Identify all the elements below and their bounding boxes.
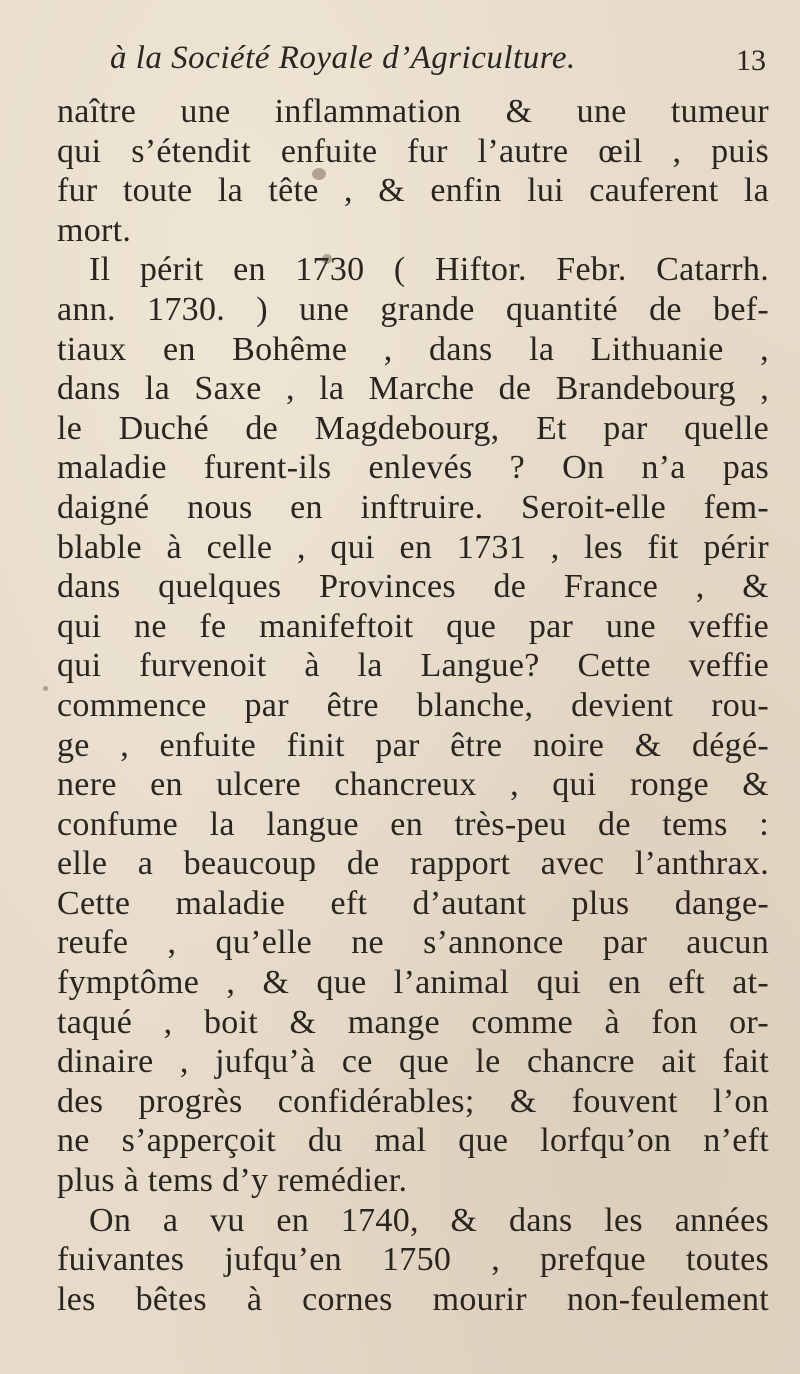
page-header xyxy=(0,40,800,88)
text-line: taqué , boit & mange comme à fon or- xyxy=(57,1003,769,1041)
text-line: naître une inflammation & une tumeur xyxy=(57,93,769,130)
text-line: blable à celle , qui en 1731 , les fit périr xyxy=(57,528,769,566)
paper-speck xyxy=(43,686,48,691)
text-line: ne s’apperçoit du mal que lorfqu’on n’eft xyxy=(57,1122,769,1160)
text-line: maladie furent-ils enlevés ? On n’a pas xyxy=(57,449,769,487)
paper-speck xyxy=(322,254,332,264)
text-line: elle a beaucoup de rapport avec l’anthrax. xyxy=(57,845,769,883)
text-line: fuivantes jufqu’en 1750 , prefque toutes xyxy=(57,1241,769,1279)
text-line: ann. 1730. ) une grande quantité de bef- xyxy=(57,290,769,328)
text-line: reufe , qu’elle ne s’annonce par aucun xyxy=(57,924,769,962)
text-line: fur toute la tête , & enfin lui cauferent la xyxy=(57,172,769,210)
text-line: le Duché de Magdebourg, Et par quelle xyxy=(57,409,769,447)
text-line: qui furvenoit à la Langue? Cette veffie xyxy=(57,647,769,685)
paper-speck xyxy=(760,144,765,149)
paragraph-start-line: Il périt en 1730 ( Hiftor. Febr. Catarrh. xyxy=(89,251,769,289)
text-line: nere en ulcere chancreux , qui ronge & xyxy=(57,766,769,804)
text-line: commence par être blanche, devient rou- xyxy=(57,686,769,724)
text-line: les bêtes à cornes mourir non-feulement xyxy=(57,1280,769,1318)
text-line: des progrès confidérables; & fouvent l’on xyxy=(57,1082,769,1120)
text-line: fymptôme , & que l’animal qui en eft at- xyxy=(57,964,769,1002)
text-line: daigné nous en inftruire. Seroit-elle fem- xyxy=(57,488,769,526)
text-line: ge , enfuite finit par être noire & dégé- xyxy=(57,726,769,764)
text-line: confume la langue en très-peu de tems : xyxy=(57,805,769,843)
paragraph-start-line: On a vu en 1740, & dans les années xyxy=(89,1201,769,1239)
text-line: dans quelques Provinces de France , & xyxy=(57,568,769,606)
running-title: à la Société Royale d’Agriculture. xyxy=(110,40,576,76)
paper-speck xyxy=(312,168,326,180)
text-line: plus à tems d’y remédier. xyxy=(57,1162,408,1200)
text-line: tiaux en Bohême , dans la Lithuanie , xyxy=(57,330,769,368)
text-line: qui s’étendit enfuite fur l’autre œil , puis xyxy=(57,132,769,170)
text-line: dans la Saxe , la Marche de Brandebourg , xyxy=(57,370,769,408)
text-line: qui ne fe manifeftoit que par une veffie xyxy=(57,607,769,645)
text-line: mort. xyxy=(57,211,132,249)
page-number: 13 xyxy=(736,44,766,77)
body-text xyxy=(57,92,769,1319)
text-line: dinaire , jufqu’à ce que le chancre ait fait xyxy=(57,1043,769,1081)
paper-speck xyxy=(120,55,124,59)
text-line: Cette maladie eft d’autant plus dange- xyxy=(57,884,769,922)
